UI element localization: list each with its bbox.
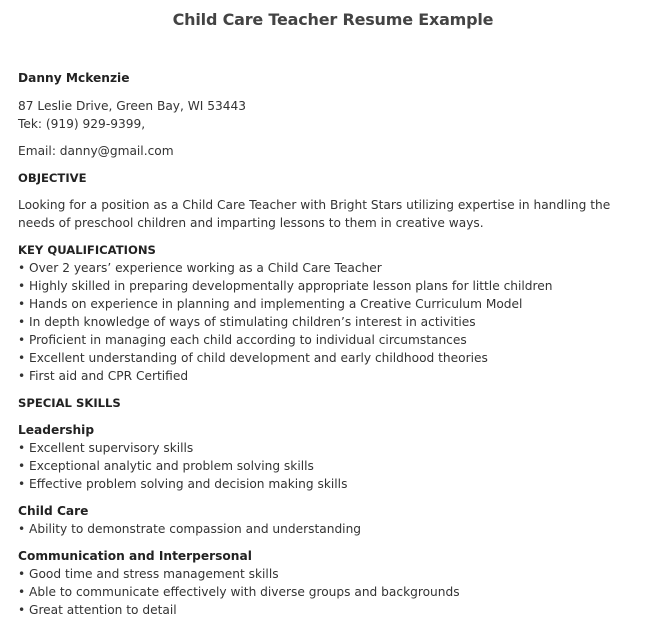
- list-item: • Able to communicate effectively with diverse groups and backgrounds: [18, 585, 460, 599]
- list-item: • Hands on experience in planning and implementing a Creative Curriculum Model: [18, 297, 523, 311]
- bullet-icon: •: [18, 459, 26, 473]
- list-item: • First aid and CPR Certified: [18, 369, 189, 383]
- list-item: • Good time and stress management skills: [18, 567, 279, 581]
- skill-group-title: Child Care: [18, 504, 89, 518]
- objective-heading: OBJECTIVE: [18, 171, 87, 185]
- list-item: • Exceptional analytic and problem solving skills: [18, 459, 314, 473]
- skill-group-title: Leadership: [18, 423, 95, 437]
- bullet-icon: •: [18, 369, 26, 383]
- bullet-icon: •: [18, 522, 26, 536]
- list-item: • Highly skilled in preparing developmentally appropriate lesson plans for little children: [18, 279, 553, 293]
- leadership-list: [18, 439, 648, 493]
- list-item: • Excellent understanding of child development and early childhood theories: [18, 351, 488, 365]
- list-item: • Ability to demonstrate compassion and understanding: [18, 522, 362, 536]
- bullet-icon: •: [18, 333, 26, 347]
- page-title: Child Care Teacher Resume Example: [172, 10, 494, 29]
- objective-text: Looking for a position as a Child Care Teacher with Bright Stars utilizing expertise in handling the needs of preschool children and imparting lessons to them in creative ways.: [18, 198, 611, 230]
- list-item: • Excellent supervisory skills: [18, 441, 194, 455]
- communication-list: [18, 565, 648, 619]
- child-care-list: [18, 520, 648, 538]
- email: Email: danny@gmail.com: [18, 144, 174, 158]
- bullet-icon: •: [18, 279, 26, 293]
- list-item: • Great attention to detail: [18, 603, 177, 617]
- list-item: • Proficient in managing each child according to individual circumstances: [18, 333, 467, 347]
- bullet-icon: •: [18, 315, 26, 329]
- special-skills-heading: SPECIAL SKILLS: [18, 396, 121, 410]
- list-item: • In depth knowledge of ways of stimulating children’s interest in activities: [18, 315, 476, 329]
- qualifications-heading: KEY QUALIFICATIONS: [18, 243, 156, 257]
- address: 87 Leslie Drive, Green Bay, WI 53443: [18, 99, 247, 113]
- skill-group-title: Communication and Interpersonal: [18, 549, 252, 563]
- bullet-icon: •: [18, 351, 26, 365]
- bullet-icon: •: [18, 585, 26, 599]
- bullet-icon: •: [18, 297, 26, 311]
- phone: Tek: (919) 929-9399,: [18, 117, 146, 131]
- bullet-icon: •: [18, 441, 26, 455]
- bullet-icon: •: [18, 261, 26, 275]
- bullet-icon: •: [18, 603, 26, 617]
- candidate-name: Danny Mckenzie: [18, 71, 130, 85]
- bullet-icon: •: [18, 567, 26, 581]
- list-item: • Effective problem solving and decision making skills: [18, 477, 348, 491]
- qualifications-list: [18, 259, 648, 385]
- bullet-icon: •: [18, 477, 26, 491]
- resume-body: [18, 69, 648, 619]
- list-item: • Over 2 years’ experience working as a Child Care Teacher: [18, 261, 382, 275]
